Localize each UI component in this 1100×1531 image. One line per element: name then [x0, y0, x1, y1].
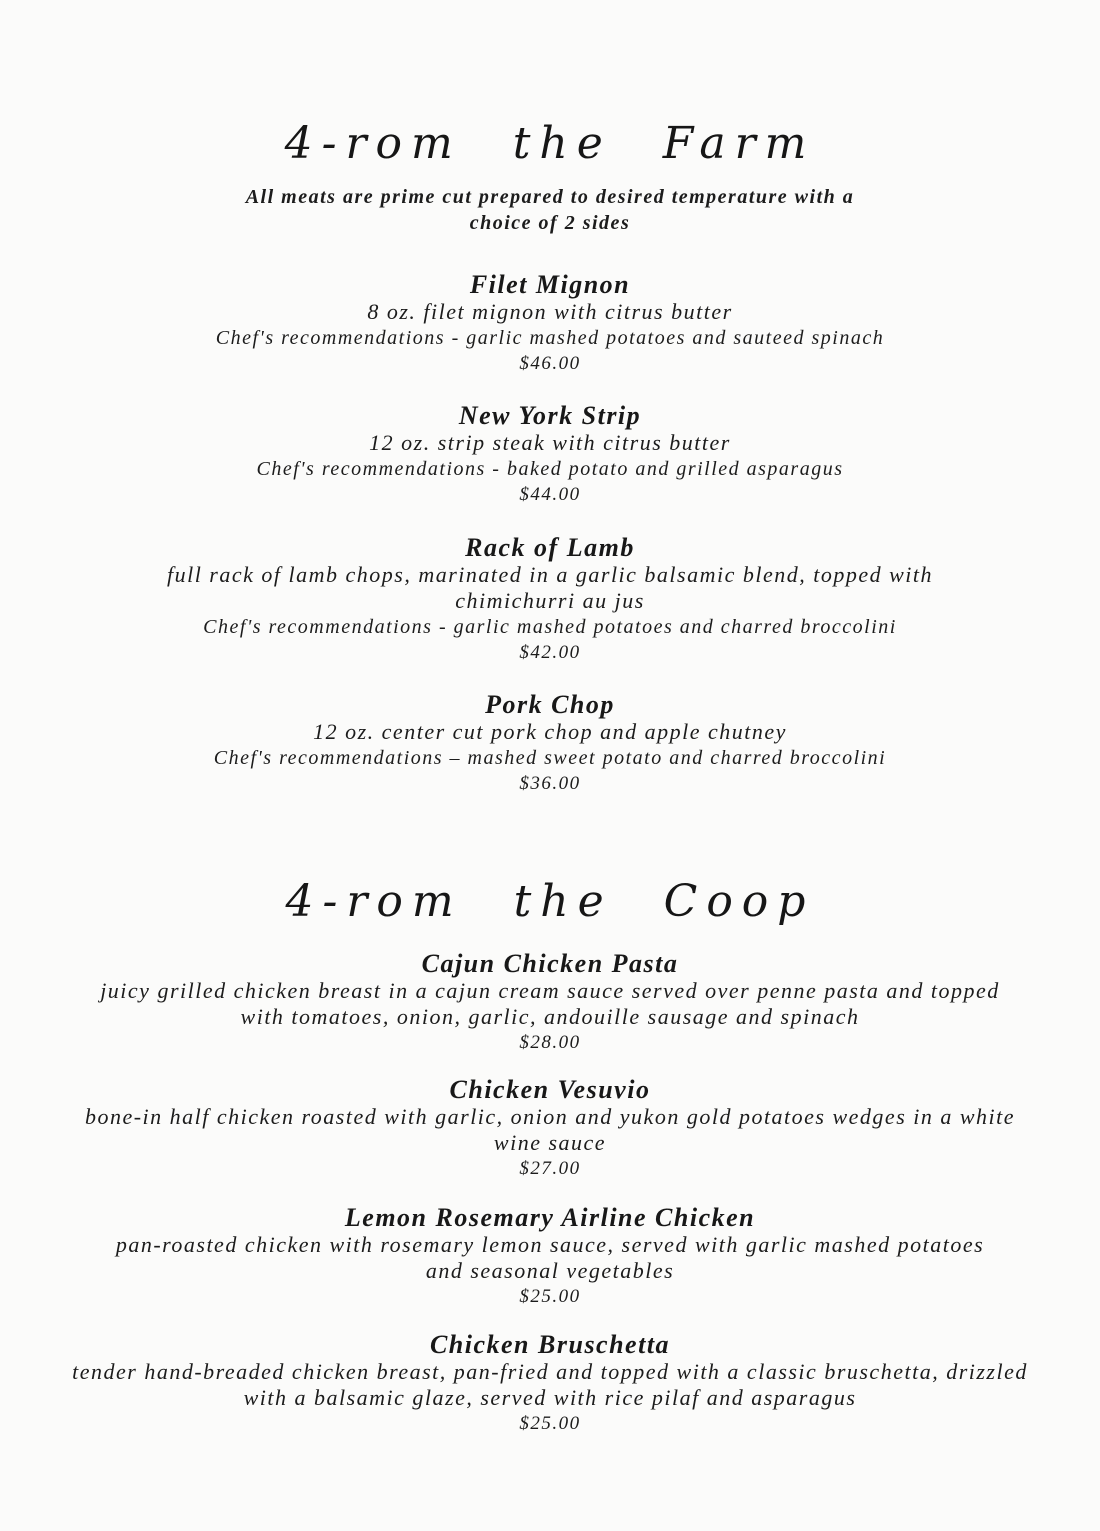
farm-section-subtitle: All meats are prime cut prepared to desired temperature with a choice of 2 sides [245, 186, 855, 234]
menu-item-name: Lemon Rosemary Airline Chicken [344, 1203, 756, 1232]
menu-item-description: 12 oz. strip steak with citrus butter [369, 430, 731, 455]
menu-item-lemon-rosemary-airline-chicken [0, 1204, 1100, 1310]
menu-item-recommendation: Chef's recommendations - baked potato and grilled asparagus [256, 458, 844, 480]
coop-section-header [0, 876, 1100, 927]
menu-item-price: $27.00 [519, 1158, 581, 1179]
menu-item-price: $44.00 [519, 484, 581, 505]
menu-item-new-york-strip [0, 402, 1100, 508]
menu-item-recommendation: Chef's recommendations - garlic mashed potatoes and sauteed spinach [215, 327, 885, 349]
menu-item-description: 12 oz. center cut pork chop and apple chutney [313, 719, 787, 744]
menu-item-filet-mignon [0, 271, 1100, 377]
menu-item-chicken-bruschetta [0, 1331, 1100, 1437]
menu-item-description: pan-roasted chicken with rosemary lemon sauce, served with garlic mashed potatoes and seasonal vegetables [115, 1232, 985, 1283]
menu-item-pork-chop [0, 691, 1100, 797]
farm-section-title: 4-rom the Farm [284, 118, 816, 169]
menu-item-rack-of-lamb [0, 534, 1100, 666]
menu-item-name: New York Strip [458, 401, 642, 430]
menu-item-chicken-vesuvio [0, 1076, 1100, 1182]
menu-item-name: Rack of Lamb [465, 533, 635, 562]
farm-section-header [0, 118, 1100, 236]
menu-item-description: tender hand-breaded chicken breast, pan-fried and topped with a classic bruschetta, drizzled with a balsamic glaze, served with rice pilaf and asparagus [72, 1359, 1028, 1410]
menu-item-description: 8 oz. filet mignon with citrus butter [367, 299, 733, 324]
menu-item-name: Chicken Bruschetta [429, 1330, 671, 1359]
menu-item-name: Cajun Chicken Pasta [421, 949, 679, 978]
menu-item-recommendation: Chef's recommendations – mashed sweet potato and charred broccolini [213, 747, 887, 769]
menu-item-price: $46.00 [519, 353, 581, 374]
menu-item-description: full rack of lamb chops, marinated in a garlic balsamic blend, topped with chimichurri au jus [166, 562, 934, 613]
menu-item-name: Chicken Vesuvio [449, 1075, 651, 1104]
menu-item-price: $28.00 [519, 1032, 581, 1053]
menu-item-price: $25.00 [519, 1286, 581, 1307]
menu-item-name: Filet Mignon [469, 270, 631, 299]
menu-item-cajun-chicken-pasta [0, 950, 1100, 1056]
coop-section-title: 4-rom the Coop [285, 876, 815, 927]
menu-item-price: $36.00 [519, 773, 581, 794]
menu-item-recommendation: Chef's recommendations - garlic mashed potatoes and charred broccolini [203, 616, 897, 638]
menu-item-price: $42.00 [519, 642, 581, 663]
menu-item-price: $25.00 [519, 1413, 581, 1434]
menu-item-description: juicy grilled chicken breast in a cajun cream sauce served over penne pasta and topped with tomatoes, onion, garlic, andouille sausage and spinach [100, 978, 1000, 1029]
menu-item-name: Pork Chop [485, 690, 615, 719]
menu-item-description: bone-in half chicken roasted with garlic, onion and yukon gold potatoes wedges in a white wine sauce [84, 1104, 1016, 1155]
